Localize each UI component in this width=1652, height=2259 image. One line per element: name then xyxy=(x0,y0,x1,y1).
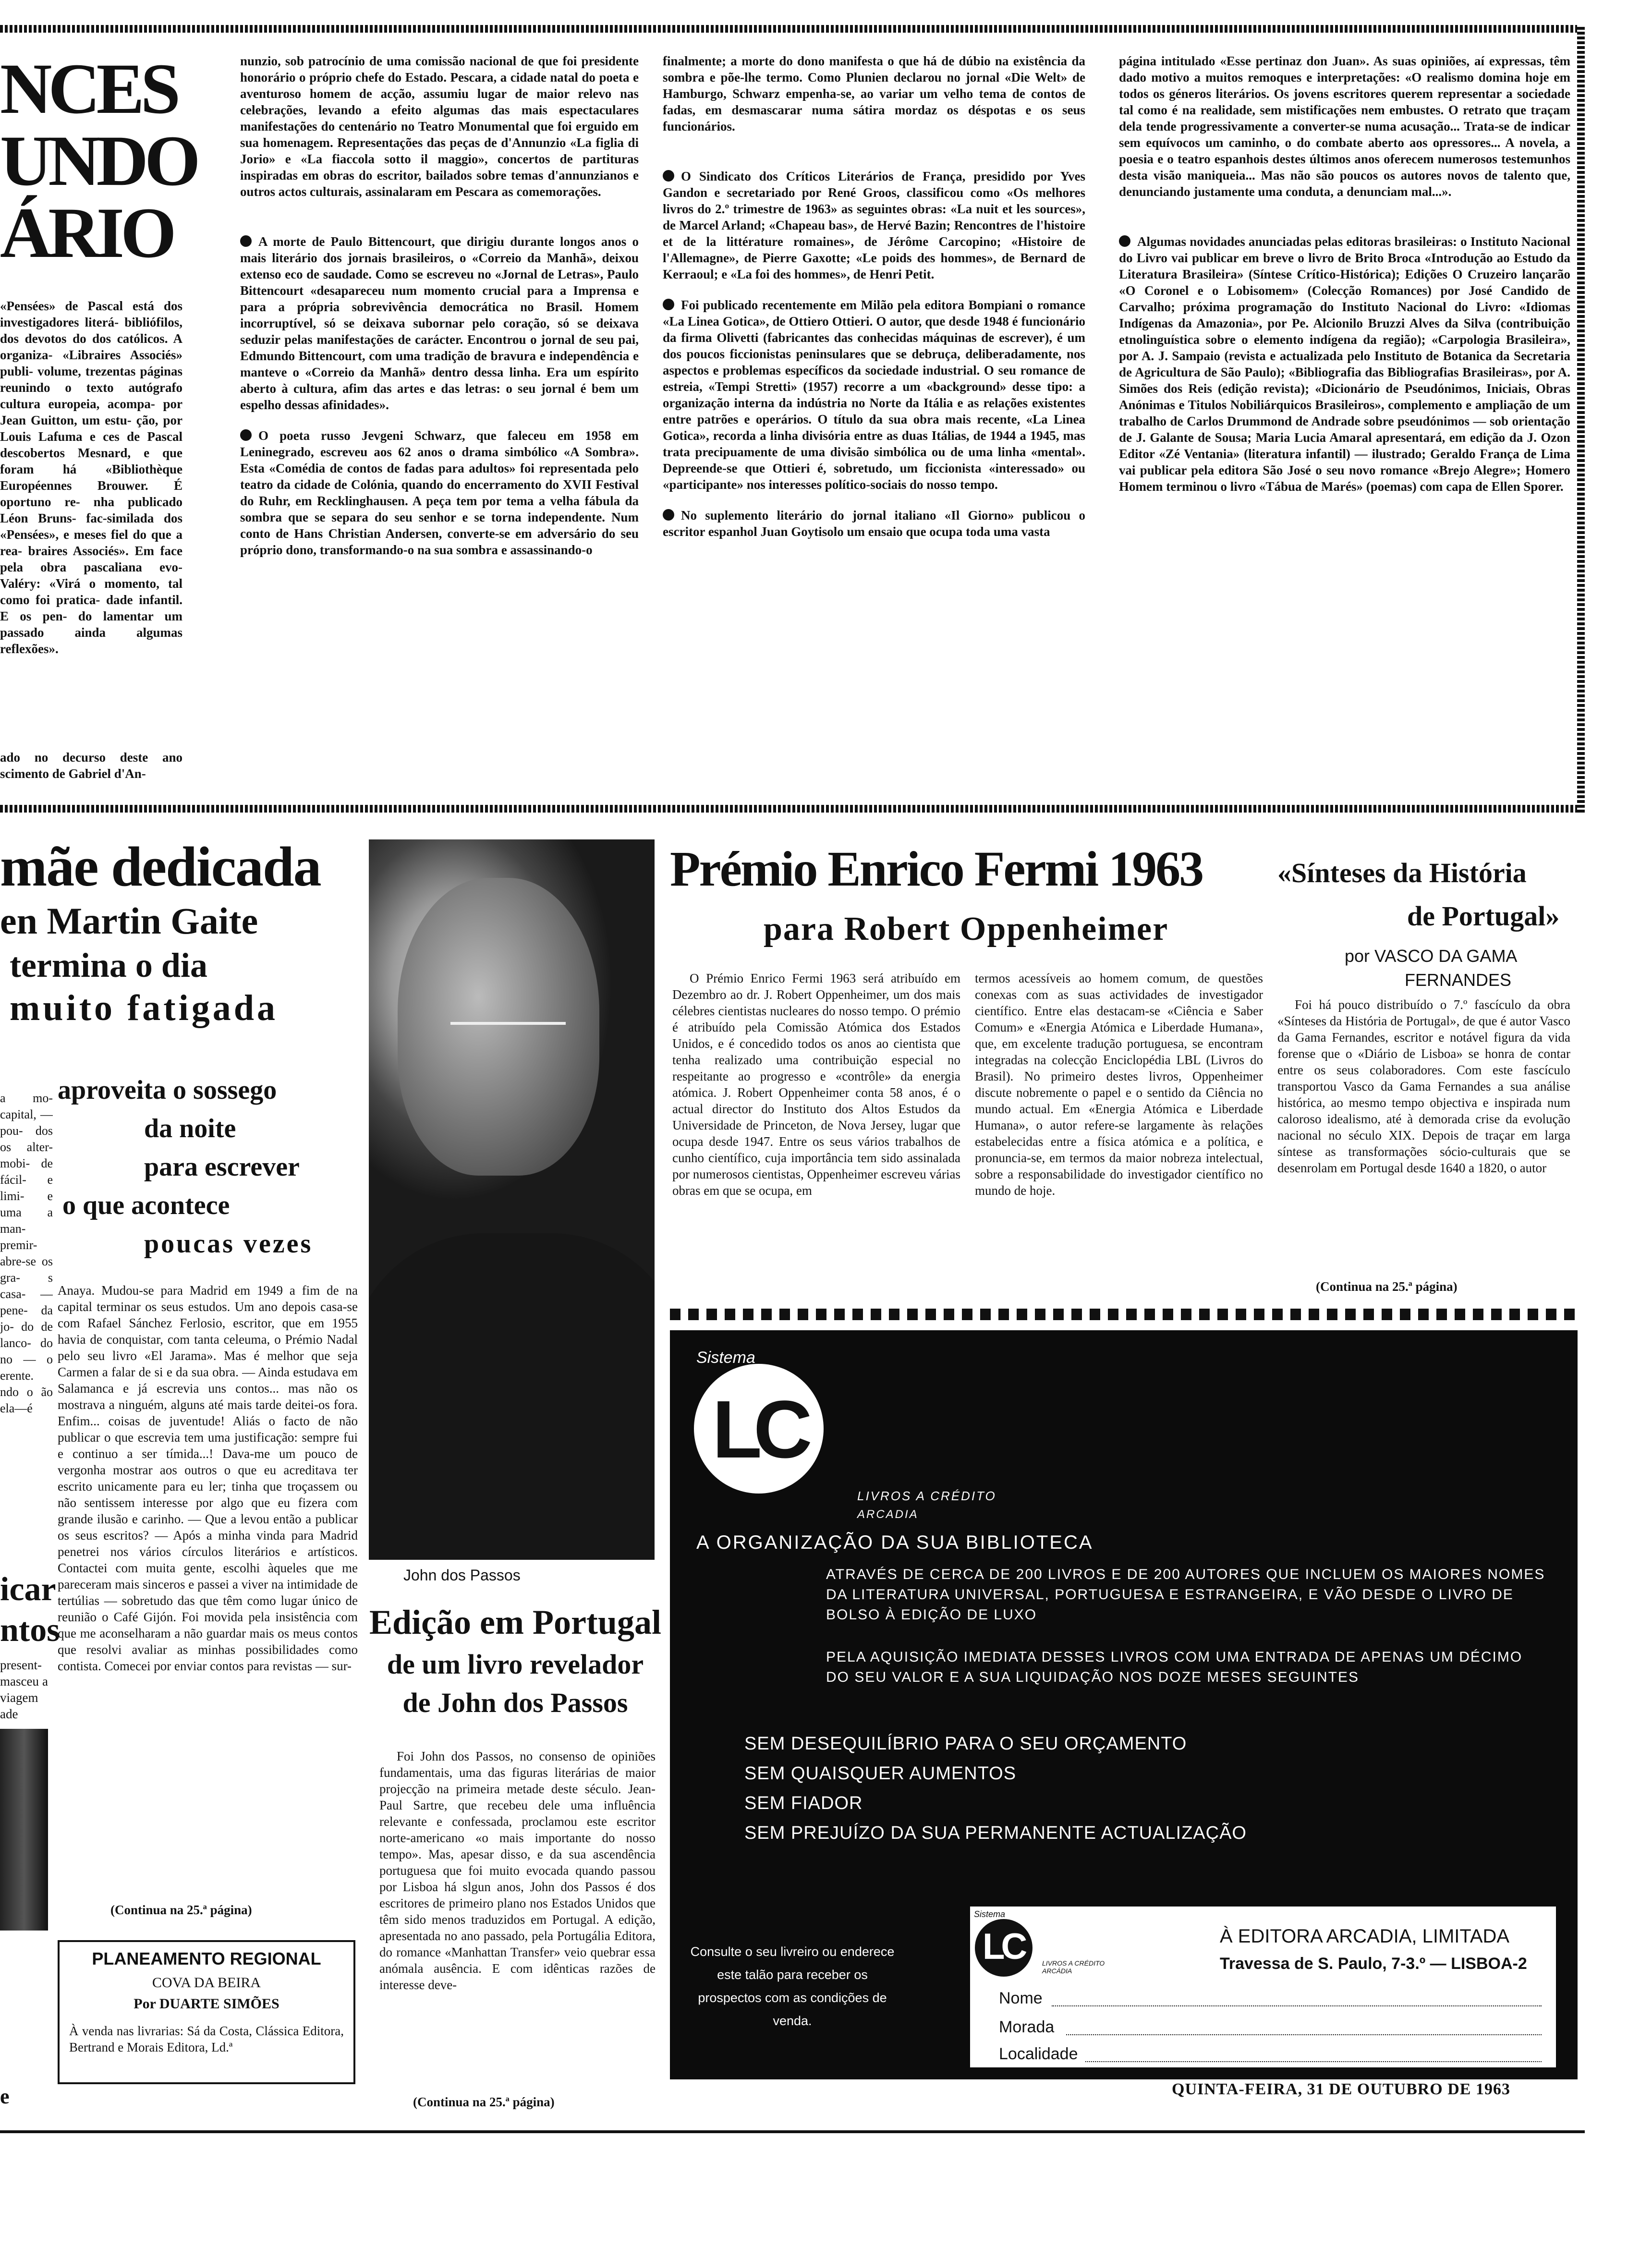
middle-border xyxy=(0,805,1585,813)
left-strip-text: «Pensées» de Pascal está dos investigadores literá- bibliófilos, dos devotos do dos católicos. A organiza- «Libraires Associés» publi- volume, trezentas páginas reunindo o texto autógrafo cultura europeia, acompa- por Jean Guitton, um estu- ção, por Louis Lafuma e ces de Pascal descobertos Mesnard, e que foram há «Bibliothèque Européennes Brouwer. É oportuno re- nha publicado Léon Bruns- fac-similada dos «Pensées», e meses fiel do que a rea- braires Associés». Em face pela obra pascaliana evo- Valéry: «Virá o momento, tal como foi pratica- dade infantil. E os pen- do lamentar um passado ainda algumas reflexões». xyxy=(0,299,182,656)
coupon-name-label: Nome xyxy=(999,1989,1043,2007)
coupon-logo-letters: LC xyxy=(983,1926,1024,1967)
gaite-continua: (Continua na 25.ª página) xyxy=(110,1903,252,1917)
photo-suit xyxy=(369,1233,655,1560)
john-dos-passos-photo xyxy=(369,839,655,1560)
ad-consult: Consulte o seu livreiro ou enderece este talão para receber os prospectos com as condições de venda. xyxy=(690,1944,895,2028)
col1-p3: O poeta russo Jevgeni Schwarz, que faleceu em 1958 em Leninegrado, escreveu aos 62 anos o drama simbólico «A Sombra». Esta «Comédia de contos de fadas para adultos» foi representada pelo teatro da cidade de Colónia, quando do encerramento do XVII Festival do Ruhr, em Recklinghausen. A peça tem por tema a velha fábula da sombra que se separa do seu senhor e se torna independente. Num conto de Hans Christian Andersen, converte-se em adversário do seu próprio dono, transformando-o na sua sombra e assassinando-o xyxy=(240,428,639,557)
ad-tagline: A ORGANIZAÇÃO DA SUA BIBLIOTECA xyxy=(696,1532,1093,1553)
gaite-headline-3: termina o dia xyxy=(10,946,207,984)
column-2 xyxy=(663,53,1085,554)
coupon-logo xyxy=(975,1919,1032,1977)
planeamento-author: Por DUARTE SIMÕES xyxy=(134,1996,279,2012)
col2-p3: Foi publicado recentemente em Milão pela editora Bompiani o romance «La Linea Gotica», de Ottiero Ottieri. O autor, que desde 1948 é funcionário da firma Olivetti (fabricantes das conhecidas máquinas de escrever), é um dos poucos ficcionistas peninsulares que se debruça, deliberadamente, nos aspectos e problemas específicos da sociedade industrial. O seu romance de estreia, «Tempi Stretti» (1957) recorre a um «background» desse tipo: a organização interna da indústria no Norte da Itália e as relações existentes entre patrões e operários. O título da sua obra mais recente, «La Linea Gotica», recorda a linha divisória entre as duas Itálias, de 1944 a 1945, mas trata precipuamente de uma divisão simbólica ou de uma linha «mental». Depreende-se que Ottieri é, sobretudo, um ficcionista «interessado» ou «participante» nos interesses político-sociais do nosso tempo. xyxy=(663,298,1085,492)
ad-benefit-4: SEM PREJUÍZO DA SUA PERMANENTE ACTUALIZAÇÃO xyxy=(744,1823,1247,1843)
column-1 xyxy=(240,53,639,572)
ad-para-2: PELA AQUISIÇÃO IMEDIATA DESSES LIVROS COM UMA ENTRADA DE APENAS UM DÉCIMO DO SEU VALOR E A SUA LIQUIDAÇÃO NOS DOZE MESES SEGUINTES xyxy=(826,1649,1523,1685)
col2-p2: O Sindicato dos Críticos Literários de França, presidido por Yves Gandon e secretariado por René Groos, classificou como «Os melhores livros do 2.º trimestre de 1963» as seguintes obras: «La nuit et les sources», de Marcel Arland; «Chapeau bas», de Hervé Bazin; Rencontres de l'histoire et de la littérature romaines», de Jérôme Carcopino; «Histoire de l'Allemagne», de Pierre Gaxotte; «Le poids des hommes», de Bernard de Kerraoul; e «La foi des hommes», de Henri Petit. xyxy=(663,169,1085,281)
planeamento-left-e: e xyxy=(0,2085,10,2108)
gaite-article xyxy=(0,836,355,1030)
photo-glasses xyxy=(450,1022,566,1054)
col3-bullet-1 xyxy=(1119,233,1570,495)
fermi-headline-1: Prémio Enrico Fermi 1963 xyxy=(670,841,1203,897)
col3-p2: Algumas novidades anunciadas pelas editoras brasileiras: o Instituto Nacional do Livro vai publicar em breve o livro de Brito Broca «Introdução ao Estudo da Literatura Brasileira» (Síntese Crítico-Histórica); Edições O Cruzeiro lançarão «O Coronel e o Lobisomem» (Colecção Romances) por José Candido de Carvalho; próxima programação do Instituto Nacional do Livro: «Idiomas Indígenas da Amazonia», por Pe. Alcionilo Bruzzi Alves da Silva (contribuição etnolinguística sobre o elemento indígena da região); «Carpologia Brasileira», por A. J. Sampaio (revista e actualizada pelo Instituto de Botanica da Secretaria de Agricultura de São Paulo); «Bibliografia das Bibliografias Brasileiras», por A. Simões dos Reis (edição revista); «Dicionário de Pseudónimos, Iniciais, Obras Anónimas e Titulos Nobiliárquicos Brasileiros», complemento e ampliação de um trabalho de Carlos Drummond de Andrade sobre pseudónimos — sob orientação de J. Galante de Sousa; Maria Lucia Amaral apresentará, em edição da J. Ozon Editor «Zé Ventania» (literatura infantil) — ilustrado; Geraldo França de Lima vai publicar pela editora São José o seu novo romance «Brejo Alegre»; Homero Homem terminou o livro «Tábua de Marés» (poemas) com capa de Ellen Sporer. xyxy=(1119,234,1570,494)
bullet-icon xyxy=(240,429,252,441)
ad-benefit-3: SEM FIADOR xyxy=(744,1793,863,1813)
bullet-icon xyxy=(663,299,674,310)
right-border xyxy=(1577,25,1585,813)
coupon-address: Travessa de S. Paulo, 7-3.º — LISBOA-2 xyxy=(1220,1955,1527,1973)
fermi-col-a: O Prémio Enrico Fermi 1963 será atribuído em Dezembro ao dr. J. Robert Oppenheimer, um dos mais célebres cientistas nucleares do nosso tempo. O prémio é atribuído pela Comissão Atómica dos Estados Unidos, e é concedido todos os anos ao cientista que tenha realizado uma contribuição especial no respeitante ao progresso e «contrôle» da energia atómica. J. Robert Oppenheimer conta 58 anos, é o actual director do Instituto dos Altos Estudos da Universidade de Princeton, de Nova Jersey, lugar que ocupa desde 1947. Entre os seus vários trabalhos de cunho científico, cuja importância tem sido assinalada por numerosos cientistas, Oppenheimer escreveu várias obras em que se ocupa, em xyxy=(672,971,960,1198)
lc-logo-letters: LC xyxy=(712,1384,804,1475)
col2-bullet-2 xyxy=(663,297,1085,493)
coupon-localidade-row[interactable] xyxy=(999,2045,1542,2066)
photo-caption: John dos Passos xyxy=(403,1567,521,1584)
bullet-icon xyxy=(240,235,252,247)
col2-p4: No suplemento literário do jornal italiano «Il Giorno» publicou o escritor espanhol Juan Goytisolo um ensaio que ocupa toda uma vasta xyxy=(663,508,1085,539)
passos-headline-3: de John dos Passos xyxy=(402,1687,628,1718)
col1-p1: nunzio, sob patrocínio de uma comissão nacional de que foi presidente honorário o próprio chefe do Estado. Pescara, a cidade natal do poeta e aventuroso homem de acção, assumiu lugar de maior relevo nas celebrações, levando a efeito algumas das mais espectaculares manifestações do centenário no Teatro Monumental que foi erguido em sua homenagem. Representações das peças de d'Annunzio «La figlia di Jorio» e «La fiaccola sotto il maggio», concertos de partituras inspiradas em obras do escritor, bailados sobre temas d'annunzianos e outros actos culturais, assinalaram em Pescara as comemorações. xyxy=(240,54,639,199)
left-strip xyxy=(0,49,197,273)
ad-top-band xyxy=(670,1309,1578,1320)
ad-coupon[interactable] xyxy=(970,1907,1556,2067)
planeamento-subtitle: COVA DA BEIRA xyxy=(152,1975,261,1991)
fermi-headline-2: para Robert Oppenheimer xyxy=(764,911,1169,947)
sinteses-author-2: FERNANDES xyxy=(1405,970,1512,990)
gaite-headline-5: aproveita o sossego xyxy=(58,1075,277,1105)
gaite-left-word-1: icar xyxy=(0,1571,56,1608)
col2-bullet-1 xyxy=(663,168,1085,282)
sinteses-body: Foi há pouco distribuído o 7.º fascículo da obra «Sínteses da História de Portugal», de que é autor Vasco da Gama Fernandes, escritor e notável figura da vida forense que o «Diário de Lisboa» se honra de contar entre os seus colaboradores. Com este fascículo transportou Vasco da Gama Fernandes a sua análise histórica, ao mesmo tempo objectiva e inspirada num caloroso idealismo, até à demorada crise da evolução nacional no século XIX. Depois de traçar em larga síntese as transformações sócio-culturais que se desenrolam em Portugal desde 1640 a 1820, o autor xyxy=(1277,997,1570,1175)
column-3 xyxy=(1119,53,1570,509)
gaite-headline-2: en Martin Gaite xyxy=(0,900,258,942)
gaite-headline-1: mãe dedicada xyxy=(0,835,321,898)
top-border xyxy=(0,25,1585,33)
gaite-body: Anaya. Mudou-se para Madrid em 1949 a fim de na capital terminar os seus estudos. Um ano depois casa-se com Rafael Sánchez Ferlosio, escritor, que em 1955 havia de conquistar, com tanta celeuma, o Prémio Nadal pelo seu livro «El Jarama». Mas é melhor que seja Carmen a falar de si e da sua obra. — Ainda estudava em Salamanca e já escrevia uns contos... mas não os mostrava a ninguém, alguns até mais tarde deitei-os fora. Enfim... coisas de juventude! Aliás o facto de não publicar o que escrevia tem uma justificação: sempre fui e continuo a ser tímida...! Dava-me um pouco de vergonha mostrar aos outros o que eu acreditava ter escrito unicamente para eu ler; tinha que troçassem ou não sentissem interesse por algo que eu fizera com grande ilusão e carinho. — Que a levou então a publicar os seus escritos? — Após a minha vinda para Madrid penetrei nos vários círculos literários e artísticos. Contactei com muita gente, escolhi àqueles que me pareceram mais sinceros e passei a viver na intimidade de tertúlias — sobretudo das que têm como lugar único de reunião o Café Gijón. Foi movida pela insistência com que me aconselharam a não guardar mais os meus contos que resolvi avaliar as minhas possibilidades como contista. Comecei por enviar contos para revistas — sur- xyxy=(58,1283,358,1673)
ad-para-1: ATRAVÉS DE CERCA DE 200 LIVROS E DE 200 AUTORES QUE INCLUEM OS MAIORES NOMES DA LITERATURA UNIVERSAL, PORTUGUESA E ESTRANGEIRA, E VÃO DESDE O LIVRO DE BOLSO À EDIÇÃO DE LUXO xyxy=(826,1567,1545,1623)
bullet-icon xyxy=(663,509,674,521)
gaite-headline-7: para escrever xyxy=(144,1152,300,1182)
planeamento-title: PLANEAMENTO REGIONAL xyxy=(92,1949,321,1968)
passos-continua: (Continua na 25.ª página) xyxy=(413,2095,555,2109)
sinteses-headline-2: de Portugal» xyxy=(1407,900,1560,932)
footer-rule xyxy=(0,2130,1585,2133)
gaite-left-word-2: ntos xyxy=(0,1612,60,1649)
coupon-sub: LIVROS A CRÉDITO ARCÁDIA xyxy=(1042,1959,1105,1975)
sinteses-headline-1: «Sínteses da História xyxy=(1277,857,1527,888)
bullet-icon xyxy=(663,170,674,182)
coupon-morada-label: Morada xyxy=(999,2018,1055,2036)
gaite-headline-8: o que acontece xyxy=(62,1190,230,1220)
bullet-icon xyxy=(1119,235,1130,247)
gaite-headline-6: da noite xyxy=(144,1114,236,1143)
passos-body: Foi John dos Passos, no consenso de opiniões fundamentais, uma das figuras literárias de maior projecção na primeira metade deste século. Jean-Paul Sartre, que recebeu dele uma influência relevante e confessada, proclamou este escritor norte-americano «o mais importante do nosso tempo». Mas, apesar disso, e da sua ascendência portuguesa que foi muito evocada quando passou por Lisboa há slgun anos, John dos Passos é dos escritores de primeiro plano nos Estados Unidos que têm sido menos traduzidos em Portugal. A edição, apresentada no ano passado, pela Portugália Editora, do romance «Manhattan Transfer» veio quebrar essa anómala ausência. E com idênticas razões de interesse deve- xyxy=(379,1749,656,1992)
ad-benefit-1: SEM DESEQUILÍBRIO PARA O SEU ORÇAMENTO xyxy=(744,1734,1187,1754)
coupon-morada-row[interactable] xyxy=(999,2018,1542,2039)
left-strip-title-2: UNDO xyxy=(0,121,197,201)
gaite-left-fragment-2: present- masceu a viagem ade xyxy=(0,1658,48,1721)
lc-logo xyxy=(694,1364,824,1494)
coupon-sistema-label: Sistema xyxy=(974,1909,1006,1919)
coupon-localidade-field[interactable] xyxy=(1085,2061,1542,2062)
col3-p1: página intitulado «Esse pertinaz don Juan». As suas opiniões, aí expressas, têm dado motivo a muitos remoques e interpretações: «O realismo domina hoje em todos os géneros literários. Os jovens escritores querem representar a sociedade tal como é na realidade, sem mistificações nem embustes. O retrato que traçam dela tende progressivamente a converter-se numa acusação... Trata-se de indicar sem equívocos um caminho, o do combate aberto aos opressores... A novela, a poesia e o teatro espanhois destes últimos anos oferecem numerosos testemunhos desta visão maniqueia... Mas não são poucos os autores novos de talento que, denunciando justamente uma conduta, a denunciam mal...». xyxy=(1119,54,1570,199)
coupon-morada-field[interactable] xyxy=(1066,2034,1542,2035)
ad-benefit-2: SEM QUAISQUER AUMENTOS xyxy=(744,1763,1017,1784)
ad-logo-sub-1: LIVROS A CRÉDITO xyxy=(857,1489,996,1503)
gaite-photo-fragment xyxy=(0,1729,48,1931)
col2-bullet-3 xyxy=(663,507,1085,540)
ad-sistema-label: Sistema xyxy=(696,1348,755,1367)
footer-date: QUINTA-FEIRA, 31 DE OUTUBRO DE 1963 xyxy=(1172,2080,1510,2098)
col1-bullet-1 xyxy=(240,233,639,413)
planeamento-text: À venda nas livrarias: Sá da Costa, Clássica Editora, Bertrand e Morais Editora, Ld.ª xyxy=(69,2024,344,2054)
left-strip-bottom: ado no decurso deste ano scimento de Gabriel d'An- xyxy=(0,750,182,781)
sinteses-author-1: por VASCO DA GAMA xyxy=(1345,946,1518,966)
gaite-subhead xyxy=(58,1071,365,1263)
fermi-col-b: termos acessíveis ao homem comum, de questões conexas com as suas actividades de investigador científico. Entre elas destacam-se «Ciência e Saber Comum» e «Energia Atómica e Liberdade Humana», que, em excelente tradução portuguesa, se encontram integradas na colecção Enciclopédia LBL (Livros do Brasil). No primeiro destes livros, Oppenheimer discute nobremente o papel e o sentido da Ciência no mundo actual. Em «Energia Atómica e Liberdade Humana», o autor refere-se largamente às relações estabelecidas entre a física atómica e a política, e pronuncia-se, em termos da maior nobreza intelectual, sobre a responsabilidade do investigador científico no mundo de hoje. xyxy=(975,971,1263,1198)
ad-benefits xyxy=(744,1729,1247,1848)
gaite-left-fragment: a mo- capital, — pou- dos os alter- mobi- de fácil- e limi- e uma a man- premir- abre-se os gra- s casa- — pene- da jo- do de lanco- do no — o erente. ndo o ão ela—é xyxy=(0,1091,53,1415)
coupon-localidade-label: Localidade xyxy=(999,2045,1078,2063)
coupon-editora: À EDITORA ARCADIA, LIMITADA xyxy=(1220,1926,1510,1947)
left-strip-title-3: ÁRIO xyxy=(0,193,173,273)
col1-bullet-2 xyxy=(240,427,639,558)
passos-headline xyxy=(369,1599,662,1722)
coupon-name-row[interactable] xyxy=(999,1989,1542,2010)
gaite-headline-9: poucas vezes xyxy=(144,1229,313,1259)
passos-headline-1: Edição em Portugal xyxy=(369,1603,661,1641)
col2-p1: finalmente; a morte do dono manifesta o que há de dúbio na existência da sombra e põe-lhe termo. Como Plunien declarou no jornal «Die Welt» de Hamburgo, Schwarz empenha-se, ao variar um velho tema de contos de fadas, em desmascarar numa sátira mordaz os déspotas e os seus funcionários. xyxy=(663,54,1085,134)
gaite-headline-4: muito fatigada xyxy=(10,988,278,1028)
coupon-name-field[interactable] xyxy=(1052,2005,1542,2006)
left-strip-title-1: NCES xyxy=(0,49,177,129)
passos-headline-2: de um livro revelador xyxy=(387,1649,644,1680)
planeamento-box xyxy=(58,1940,355,2084)
ad-logo-sub-2: ARCADIA xyxy=(857,1508,919,1521)
sinteses-continua: (Continua na 25.ª página) xyxy=(1316,1279,1458,1294)
col1-p2: A morte de Paulo Bittencourt, que dirigiu durante longos anos o mais literário dos jornais brasileiros, o «Correio da Manhã», deixou extenso eco de saudade. Como se escreveu no «Jornal de Letras», Paulo Bittencourt «desapareceu num momento crucial para a Imprensa e para a própria sobrevivência democrática no Brasil. Homem incorruptível, só se deixava subornar pelo coração, só se deixava seduzir pelas manifestações de carácter. Encontrou o jornal de seu pai, Edmundo Bittencourt, com uma tradição de bravura e independência e manteve o «Correio da Manhã» dentro dessa linha. Era um espírito aberto à cultura, afim das artes e das letras: o seu jornal é bem um espelho dessas afinidades». xyxy=(240,234,639,412)
lc-advert xyxy=(670,1330,1578,2079)
